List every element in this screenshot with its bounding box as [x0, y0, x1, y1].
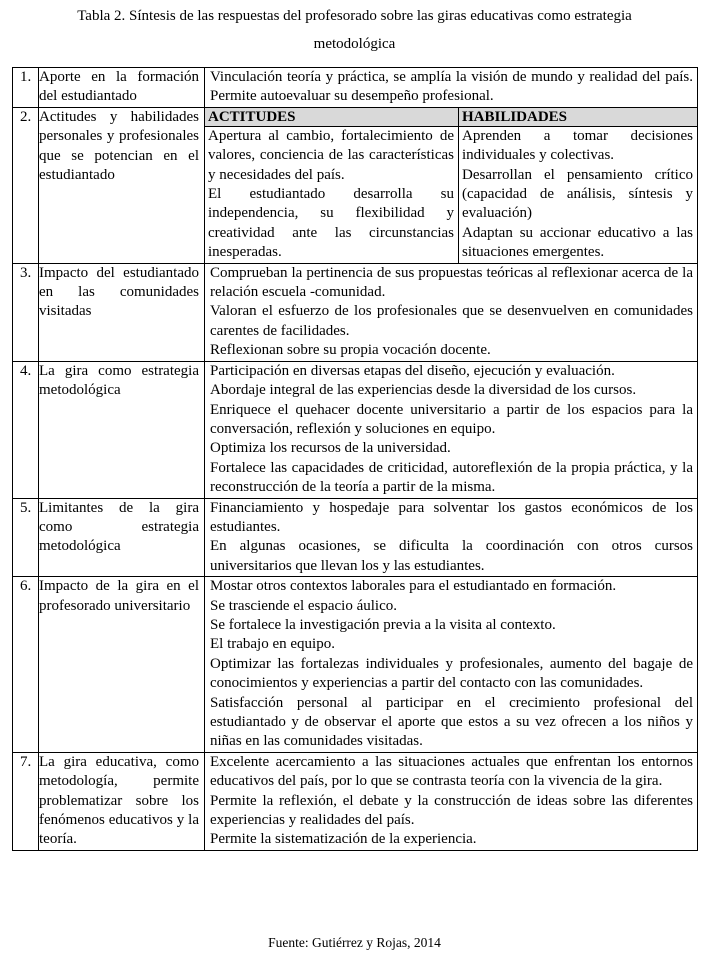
content-paragraph: Reflexionan sobre su propia vocación docente. [210, 342, 491, 359]
row-content [205, 577, 698, 753]
caption-line-2: metodológica [313, 36, 396, 52]
content-paragraph: Abordaje integral de las experiencias desde la diversidad de los cursos. [210, 382, 637, 399]
row-label: Aporte en la formación del estudiantado [39, 68, 205, 108]
content-paragraph: Enriquece el quehacer docente universitario a partir de los espacios para la conversación, reflexión y soluciones en equipo. [210, 401, 693, 437]
content-paragraph: Optimiza los recursos de la universidad. [210, 440, 451, 457]
row-label: Impacto del estudiantado en las comunidades visitadas [39, 263, 205, 361]
actitud-item: Apertura al cambio, fortalecimiento de valores, conciencia de las características y necesidades del país. [208, 127, 454, 183]
source-note: Fuente: Gutiérrez y Rojas, 2014 [268, 935, 441, 950]
table-row [13, 361, 698, 498]
content-paragraph: Se fortalece la investigación previa a la visita al contexto. [210, 616, 556, 633]
content-paragraph: Se trasciende el espacio áulico. [210, 597, 398, 614]
table-row [13, 68, 698, 108]
content-paragraph: En algunas ocasiones, se dificulta la coordinación con otros cursos universitarios que llevan los y las estudiantes. [210, 538, 693, 574]
table-row [13, 577, 698, 753]
row-label: La gira como estrategia metodológica [39, 361, 205, 498]
content-paragraph: El trabajo en equipo. [210, 636, 335, 653]
row-content [205, 752, 698, 850]
row-number: 6. [13, 577, 39, 753]
content-paragraph: Permite la reflexión, el debate y la construcción de ideas sobre las diferentes experiencias y realidades del país. [210, 792, 693, 829]
content-paragraph: Fortalece las capacidades de criticidad, autoreflexión de la propia práctica, y la reconstrucción de la teoría a partir de la misma. [210, 459, 693, 496]
content-paragraph: Satisfacción personal al participar en el crecimiento profesional del estudiantado y de observar el aporte que estos a su vez ofrecen a los niños y niñas en las comunidades visitadas. [210, 694, 693, 750]
table-caption [0, 2, 709, 58]
table-row [13, 107, 698, 263]
content-paragraph: Comprueban la pertinencia de sus propuestas teóricas al reflexionar acerca de la relación escuela -comunidad. [210, 264, 693, 301]
row-label: Limitantes de la gira como estrategia metodológica [39, 498, 205, 577]
row-content-split [205, 107, 698, 263]
row-number: 3. [13, 263, 39, 361]
row-content [205, 68, 698, 108]
row-number: 4. [13, 361, 39, 498]
actitud-item: El estudiantado desarrolla su independencia, su flexibilidad y creatividad ante las circunstancias inesperadas. [208, 186, 454, 261]
actitudes-header: ACTITUDES [205, 108, 459, 127]
habilidad-item: Desarrollan el pensamiento crítico (capacidad de análisis, síntesis y evaluación) [462, 166, 693, 222]
row-content [205, 361, 698, 498]
row-label: Impacto de la gira en el profesorado universitario [39, 577, 205, 753]
content-paragraph: Financiamiento y hospedaje para solventar los gastos económicos de los estudiantes. [210, 499, 693, 535]
habilidades-header: HABILIDADES [459, 108, 698, 127]
content-paragraph: Optimizar las fortalezas individuales y profesionales, aumento del bagaje de conocimientos y experiencias a partir del contacto con las comunidades. [210, 655, 693, 692]
table-row [13, 498, 698, 577]
habilidad-item: Aprenden a tomar decisiones individuales y colectivas. [462, 127, 693, 164]
content-paragraph: Participación en diversas etapas del diseño, ejecución y evaluación. [210, 362, 615, 379]
row-number: 1. [13, 68, 39, 108]
attitudes-skills-table [205, 108, 697, 263]
content-paragraph: Mostar otros contextos laborales para el estudiantado en formación. [210, 578, 617, 595]
content-paragraph: Vinculación teoría y práctica, se amplía la visión de mundo y realidad del país. Permite autoevaluar su desempeño profesional. [210, 69, 693, 105]
row-number: 7. [13, 752, 39, 850]
row-content [205, 263, 698, 361]
content-paragraph: Excelente acercamiento a las situaciones actuales que enfrentan los entornos educativos del país, por lo que se contrasta teoría con la vivencia de la gira. [210, 753, 693, 790]
table-row [13, 752, 698, 850]
row-content [205, 498, 698, 577]
actitudes-cell [205, 126, 459, 262]
habilidades-cell [459, 126, 698, 262]
caption-line-1: Tabla 2. Síntesis de las respuestas del profesorado sobre las giras educativas como estrategia [77, 8, 632, 24]
row-label: Actitudes y habilidades personales y profesionales que se potencian en el estudiantado [39, 107, 205, 263]
synthesis-table [12, 67, 698, 851]
table-row [13, 263, 698, 361]
row-number: 2. [13, 107, 39, 263]
row-number: 5. [13, 498, 39, 577]
row-label: La gira educativa, como metodología, permite problematizar sobre los fenómenos educativos y la teoría. [39, 752, 205, 850]
content-paragraph: Permite la sistematización de la experiencia. [210, 831, 477, 848]
habilidad-item: Adaptan su accionar educativo a las situaciones emergentes. [462, 224, 693, 261]
content-paragraph: Valoran el esfuerzo de los profesionales que se desenvuelven en comunidades carentes de facilidades. [210, 303, 693, 339]
table-body [13, 68, 698, 851]
